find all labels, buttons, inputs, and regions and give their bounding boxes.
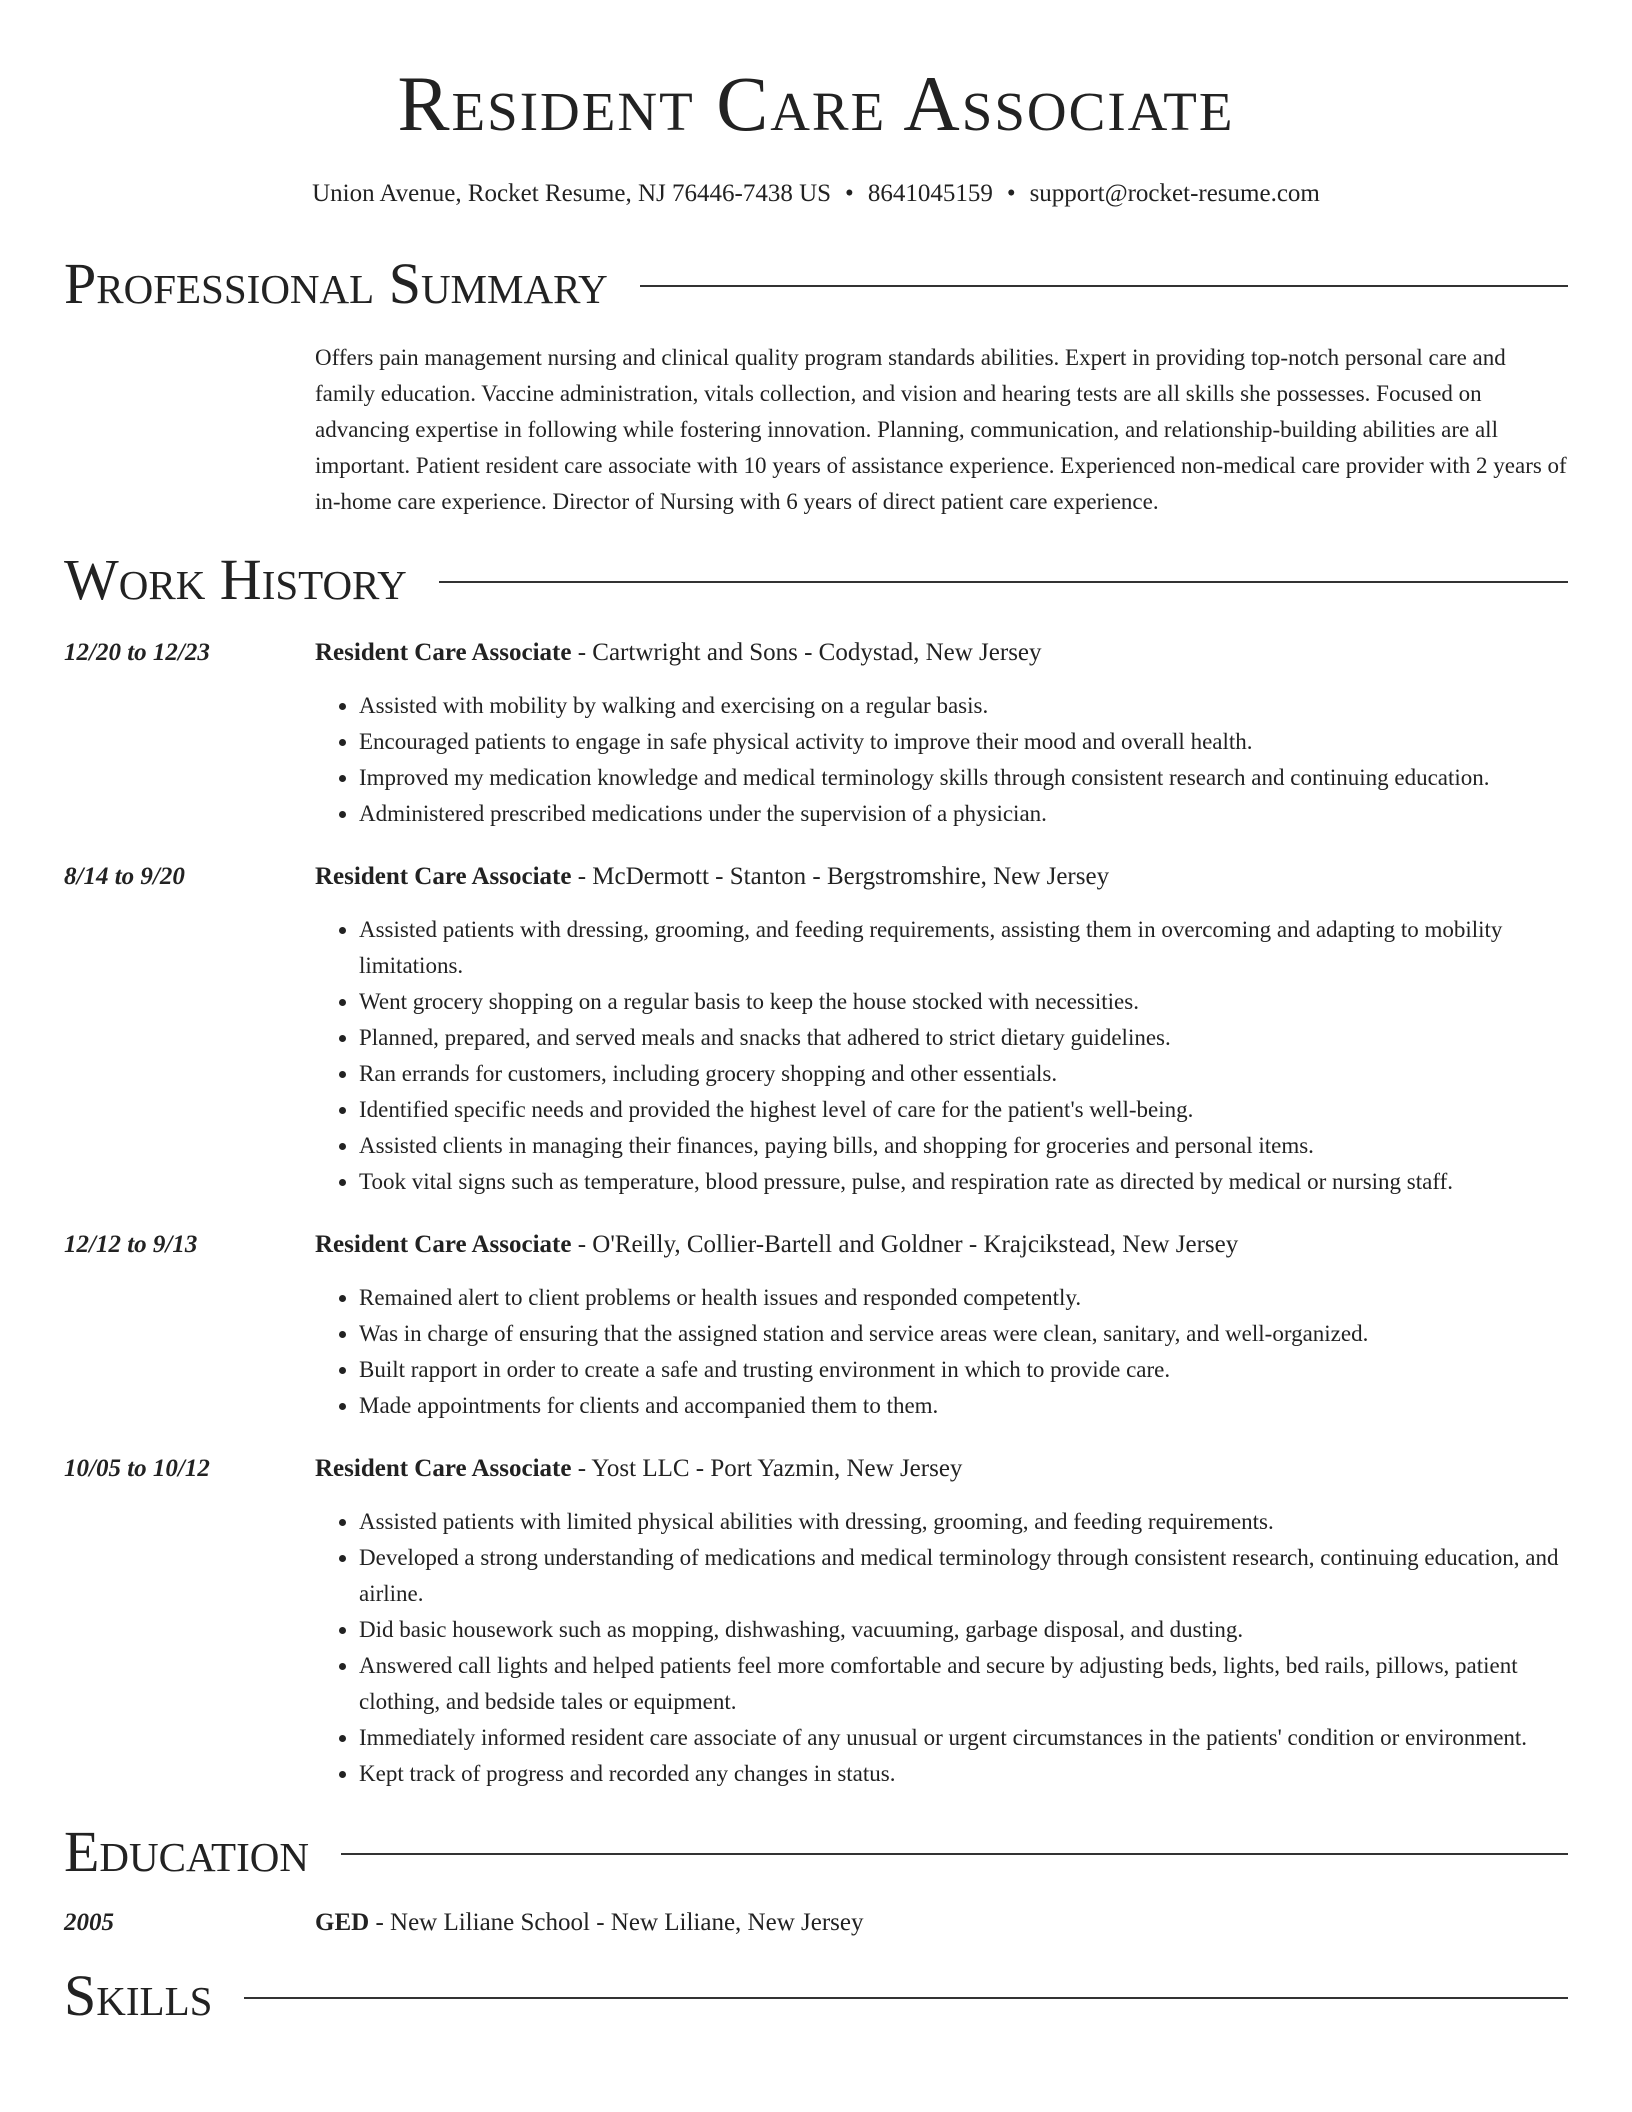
job-employer: - Cartwright and Sons - Codystad, New Jersey — [571, 639, 1042, 666]
job-bullet: • Assisted patients with limited physical abilities with dressing, grooming, and feeding requirements. — [359, 1504, 1568, 1540]
resume-name: Resident Care Associate — [397, 60, 1235, 147]
job-body — [315, 860, 1568, 1200]
job-bullet: • Planned, prepared, and served meals and snacks that adhered to strict dietary guidelines. — [359, 1020, 1568, 1056]
contact-phone: 8641045159 — [867, 180, 993, 207]
job-dates: 10/05 to 10/12 — [64, 1455, 210, 1482]
job-bullet: • Made appointments for clients and accompanied them to them. — [359, 1388, 1568, 1424]
job-bullets — [315, 1280, 1568, 1424]
education-heading: Education — [64, 1819, 309, 1884]
job-bullet: • Developed a strong understanding of medications and medical terminology through consistent research, continuing education, and airline. — [359, 1540, 1568, 1612]
job-bullet: • Took vital signs such as temperature, blood pressure, pulse, and respiration rate as directed by medical or nursing staff. — [359, 1164, 1568, 1200]
job-bullet: • Assisted with mobility by walking and exercising on a regular basis. — [359, 688, 1568, 724]
job-bullet: • Encouraged patients to engage in safe physical activity to improve their mood and overall health. — [359, 724, 1568, 760]
job-title-line — [315, 1452, 1568, 1486]
job-bullet: • Assisted patients with dressing, grooming, and feeding requirements, assisting them in overcoming and adapting to mobility limitations. — [359, 912, 1568, 984]
summary-section-header — [64, 250, 1568, 318]
contact-separator: • — [1006, 180, 1016, 207]
education-section-header — [64, 1818, 1568, 1886]
job-bullet: • Went grocery shopping on a regular basis to keep the house stocked with necessities. — [359, 984, 1568, 1020]
education-degree: GED — [315, 1909, 370, 1936]
job-dates: 12/20 to 12/23 — [64, 639, 210, 666]
job-entry — [64, 1228, 1568, 1424]
section-divider — [640, 285, 1568, 287]
skills-heading: Skills — [64, 1963, 213, 2028]
contact-email: support@rocket-resume.com — [1029, 180, 1320, 207]
section-divider — [244, 1997, 1568, 1999]
job-title: Resident Care Associate — [315, 639, 572, 666]
job-employer: - McDermott - Stanton - Bergstromshire, New Jersey — [571, 863, 1110, 890]
job-body — [315, 1228, 1568, 1424]
job-bullet: • Was in charge of ensuring that the assigned station and service areas were clean, sanitary, and well-organized. — [359, 1316, 1568, 1352]
job-bullet: • Assisted clients in managing their finances, paying bills, and shopping for groceries and personal items. — [359, 1128, 1568, 1164]
job-bullets — [315, 912, 1568, 1200]
job-employer: - Yost LLC - Port Yazmin, New Jersey — [571, 1455, 963, 1482]
job-bullet: • Answered call lights and helped patients feel more comfortable and secure by adjusting beds, lights, bed rails, pillows, patient clothing, and bedside tales or equipment. — [359, 1648, 1568, 1720]
summary-text: Offers pain management nursing and clinical quality program standards abilities. Expert in providing top-notch personal care and family education. Vaccine administration, vitals collection, and vision and hearing tests are all skills she possesses. Focused on advancing expertise in following while fostering innovation. Planning, communication, and relationship-building abilities are all important. Patient resident care associate with 10 years of assistance experience. Experienced non-medical care provider with 2 years of in-home care experience. Director of Nursing with 6 years of direct patient care experience. — [315, 345, 1567, 514]
job-bullet: • Immediately informed resident care associate of any unusual or urgent circumstances in the patients' condition or environment. — [359, 1720, 1568, 1756]
resume-page — [64, 0, 1568, 2030]
job-bullet: • Administered prescribed medications under the supervision of a physician. — [359, 796, 1568, 832]
job-bullet: • Ran errands for customers, including grocery shopping and other essentials. — [359, 1056, 1568, 1092]
contact-separator: • — [845, 180, 854, 207]
education-school: - New Liliane School - New Liliane, New Jersey — [369, 1909, 864, 1936]
job-title: Resident Care Associate — [315, 863, 572, 890]
job-body — [315, 636, 1568, 832]
job-bullets — [315, 688, 1568, 832]
section-divider — [439, 581, 1568, 583]
summary-heading: Professional Summary — [64, 251, 608, 316]
job-body — [315, 1452, 1568, 1792]
education-entry — [64, 1906, 1568, 1940]
job-dates: 12/12 to 9/13 — [64, 1231, 198, 1258]
job-dates: 8/14 to 9/20 — [64, 863, 185, 890]
job-bullet: • Did basic housework such as mopping, dishwashing, vacuuming, garbage disposal, and dusting. — [359, 1612, 1568, 1648]
education-line — [315, 1906, 1568, 1940]
job-title: Resident Care Associate — [315, 1231, 572, 1258]
job-entry — [64, 1452, 1568, 1792]
job-bullet: • Remained alert to client problems or health issues and responded competently. — [359, 1280, 1568, 1316]
work-history-section-header — [64, 546, 1568, 614]
job-title-line — [315, 636, 1568, 670]
job-bullet: • Improved my medication knowledge and medical terminology skills through consistent research and continuing education. — [359, 760, 1568, 796]
section-divider — [341, 1853, 1568, 1855]
job-entry — [64, 636, 1568, 832]
education-date: 2005 — [64, 1909, 114, 1936]
job-employer: - O'Reilly, Collier-Bartell and Goldner - Krajcikstead, New Jersey — [571, 1231, 1239, 1258]
job-bullet: • Identified specific needs and provided the highest level of care for the patient's well-being. — [359, 1092, 1568, 1128]
job-title-line — [315, 1228, 1568, 1262]
work-history-heading: Work History — [64, 547, 407, 612]
contact-line — [64, 178, 1568, 210]
job-bullet: • Built rapport in order to create a safe and trusting environment in which to provide care. — [359, 1352, 1568, 1388]
job-title-line — [315, 860, 1568, 894]
education-body — [315, 1906, 1568, 1940]
job-bullets — [315, 1504, 1568, 1792]
job-bullet: • Kept track of progress and recorded any changes in status. — [359, 1756, 1568, 1792]
contact-address: Union Avenue, Rocket Resume, NJ 76446-7438 US — [312, 180, 832, 207]
skills-section-header — [64, 1962, 1568, 2030]
job-entry — [64, 860, 1568, 1200]
job-title: Resident Care Associate — [315, 1455, 572, 1482]
